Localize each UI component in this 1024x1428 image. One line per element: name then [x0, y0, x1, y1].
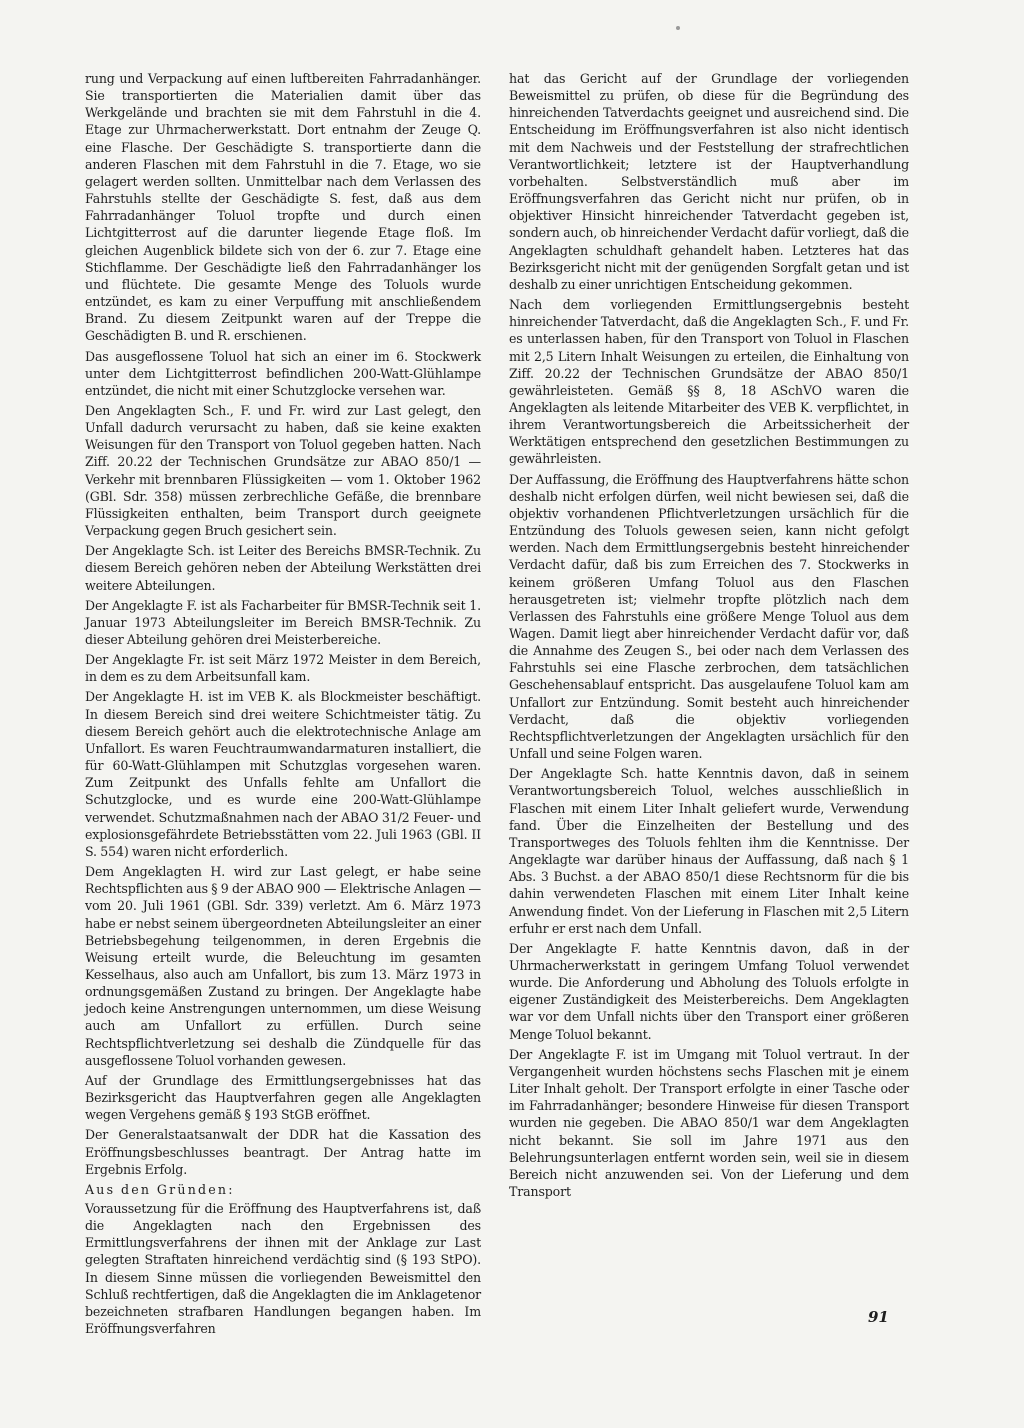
paragraph: Den Angeklagten Sch., F. und Fr. wird zur Last gelegt, den Unfall dadurch verursacht zu haben, daß sie keine exakten Weisungen für den Transport von Toluol gegeben hatten. Nach Ziff. 20.22 der Technischen Grundsätze zur ABAO 850/1 — Verkehr mit brennbaren Flüssigkeiten — vom 1. Oktober 1962 (GBl. Sdr. 358) müssen zerbrechliche Gefäße, die brennbare Flüssigkeiten enthalten, beim Transport durch geeignete Verpackung gegen Bruch gesichert sein. — [85, 402, 481, 539]
section-heading: Aus den Gründen: — [85, 1181, 235, 1197]
paragraph: Der Angeklagte Sch. hatte Kenntnis davon, daß in seinem Verantwortungsbereich Toluol, welches ausschließlich in Flaschen mit einem Liter Inhalt geliefert wurde, Verwendung fand. Über die Einzelheiten der Bestellung und des Transportweges des Toluols fehlten ihm die Kenntnisse. Der Angeklagte war darüber hinaus der Auffassung, daß nach § 1 Abs. 3 Buchst. a der ABAO 850/1 diese Rechtsnorm für die bis dahin verwendeten Flaschen mit einem Liter Inhalt keine Anwendung findet. Von der Lieferung in Flaschen mit 2,5 Litern erfuhr er erst nach dem Unfall. — [509, 766, 909, 936]
paragraph: rung und Verpackung auf einen luftbereiten Fahrradanhänger. Sie transportierten die Materialien damit über das Werkgelände und brachten sie mit dem Fahrstuhl in die 4. Etage zur Uhrmacherwerkstatt. Dort entnahm der Zeuge Q. eine Flasche. Der Geschädigte S. transportierte dann die anderen Flaschen mit dem Fahrstuhl in die 7. Etage, wo sie gelagert werden sollten. Unmittelbar nach dem Verlassen des Fahrstuhls stellte der Geschädigte S. fest, daß aus dem Fahrradanhänger Toluol tropfte und durch einen Lichtgitterrost auf die darunter liegende Etage floß. Im gleichen Augenblick bildete sich von der 6. zur 7. Etage eine Stichflamme. Der Geschädigte ließ den Fahrradanhänger los und flüchtete. Die gesamte Menge des Toluols wurde entzündet, es kam zu einer Verpuffung mit anschließendem Brand. Zu diesem Zeitpunkt waren auf der Treppe die Geschädigten B. und R. erschienen. — [85, 71, 481, 344]
paragraph: Der Angeklagte H. ist im VEB K. als Blockmeister beschäftigt. In diesem Bereich sind drei weitere Schichtmeister tätig. Zu diesem Bereich gehört auch die elektrotechnische Anlage am Unfallort. Es waren Feuchtraumwandarmaturen installiert, die für 60-Watt-Glühlampen mit Schutzglas vorgesehen waren. Zum Zeitpunkt des Unfalls fehlte am Unfallort die Schutzglocke, und es wurde eine 200-Watt-Glühlampe verwendet. Schutzmaßnahmen nach der ABAO 31/2 Feuer- und explosionsgefährdete Betriebsstätten vom 22. Juli 1963 (GBl. II S. 554) waren nicht erforderlich. — [85, 689, 481, 859]
right-column — [509, 70, 909, 1203]
paragraph: Der Angeklagte Sch. ist Leiter des Bereichs BMSR-Technik. Zu diesem Bereich gehören neben der Abteilung Werkstätten drei weitere Abteilungen. — [85, 543, 481, 593]
paragraph: Nach dem vorliegenden Ermittlungsergebnis besteht hinreichender Tatverdacht, daß die Angeklagten Sch., F. und Fr. es unterlassen haben, für den Transport von Toluol in Flaschen mit 2,5 Litern Inhalt Weisungen zu erteilen, die Einhaltung von Ziff. 20.22 der Technischen Grundsätze der ABAO 850/1 gewährleisteten. Gemäß §§ 8, 18 ASchVO waren die Angeklagten als leitende Mitarbeiter des VEB K. verpflichtet, in ihrem Verantwortungsbereich die Arbeitssicherheit der Werktätigen entsprechend den gesetzlichen Bestimmungen zu gewährleisten. — [509, 297, 909, 467]
paragraph: Der Auffassung, die Eröffnung des Hauptverfahrens hätte schon deshalb nicht erfolgen dürfen, weil nicht bewiesen sei, daß die objektiv vorhandenen Pflichtverletzungen ursächlich für die Entzündung des Toluols gewesen seien, kann nicht gefolgt werden. Nach dem Ermittlungsergebnis besteht hinreichender Verdacht dafür, daß bis zum Erreichen des 7. Stockwerks in keinem größeren Umfang Toluol aus den Flaschen herausgetreten ist; vielmehr tropfte plötzlich nach dem Verlassen des Fahrstuhls eine größere Menge Toluol aus dem Wagen. Damit liegt aber hinreichender Verdacht dafür vor, daß die Annahme des Zeugen S., bei oder nach dem Verlassen des Fahrstuhls sei eine Flasche zerbrochen, dem tatsächlichen Geschehensablauf entspricht. Das ausgelaufene Toluol kam am Unfallort zur Entzündung. Somit besteht auch hinreichender Verdacht, daß die objektiv vorliegenden Rechtspflichtverletzungen der Angeklagten ursächlich für den Unfall und seine Folgen waren. — [509, 471, 909, 762]
paragraph: Das ausgeflossene Toluol hat sich an einer im 6. Stockwerk unter dem Lichtgitterrost befindlichen 200-Watt-Glühlampe entzündet, die nicht mit einer Schutzglocke versehen war. — [85, 348, 481, 398]
paragraph: Der Angeklagte F. hatte Kenntnis davon, daß in der Uhrmacherwerkstatt in geringem Umfang Toluol verwendet wurde. Die Anforderung und Abholung des Toluols erfolgte in eigener Zuständigkeit des Meisterbereichs. Dem Angeklagten war vor dem Unfall nichts über den Transport einer größeren Menge Toluol bekannt. — [509, 940, 909, 1042]
paragraph: Der Angeklagte Fr. ist seit März 1972 Meister in dem Bereich, in dem es zu dem Arbeitsunfall kam. — [85, 652, 481, 685]
scan-speck — [676, 26, 680, 30]
left-column — [85, 70, 481, 1340]
paragraph: Voraussetzung für die Eröffnung des Hauptverfahrens ist, daß die Angeklagten nach den Ergebnissen des Ermittlungsverfahrens der ihnen mit der Anklage zur Last gelegten Straftaten hinreichend verdächtig sind (§ 193 StPO). In diesem Sinne müssen die vorliegenden Beweismittel den Schluß rechtfertigen, daß die Angeklagten die im Anklagetenor bezeichneten strafbaren Handlungen begangen haben. Im Eröffnungsverfahren — [85, 1201, 481, 1337]
paragraph: Dem Angeklagten H. wird zur Last gelegt, er habe seine Rechtspflichten aus § 9 der ABAO 900 — Elektrische Anlagen — vom 20. Juli 1961 (GBl. Sdr. 339) verletzt. Am 6. März 1973 habe er nebst seinem übergeordneten Abteilungsleiter an einer Betriebsbegehung teilgenommen, in deren Ergebnis die Weisung erteilt wurde, die Beleuchtung im gesamten Kesselhaus, also auch am Unfallort, bis zum 13. März 1973 in ordnungsgemäßen Zustand zu bringen. Der Angeklagte habe jedoch keine Anstrengungen unternommen, um diese Weisung auch am Unfallort zu erfüllen. Durch seine Rechtspflichtverletzung sei deshalb die Zündquelle für das ausgeflossene Toluol vorhanden gewesen. — [85, 864, 482, 1068]
paragraph: Auf der Grundlage des Ermittlungsergebnisses hat das Bezirksgericht das Hauptverfahren gegen alle Angeklagten wegen Vergehens gemäß § 193 StGB eröffnet. — [85, 1072, 481, 1123]
paragraph: hat das Gericht auf der Grundlage der vorliegenden Beweismittel zu prüfen, ob diese für die Begründung des hinreichenden Tatverdachts geeignet und ausreichend sind. Die Entscheidung im Eröffnungsverfahren ist also nicht identisch mit dem Nachweis und der Feststellung der strafrechtlichen Verantwortlichkeit; letztere ist der Hauptverhandlung vorbehalten. Selbstverständlich muß aber im Eröffnungsverfahren das Gericht nicht nur prüfen, ob in objektiver Hinsicht hinreichender Tatverdacht gegeben ist, sondern auch, ob hinreichender Verdacht dafür vorliegt, daß die Angeklagten schuldhaft gehandelt haben. Letzteres hat das Bezirksgericht nicht mit der genügenden Sorgfalt getan und ist deshalb zu einer unrichtigen Entscheidung gekommen. — [509, 71, 909, 292]
paragraph: Der Angeklagte F. ist als Facharbeiter für BMSR-Technik seit 1. Januar 1973 Abteilungsleiter im Bereich BMSR-Technik. Zu dieser Abteilung gehören drei Meisterbereiche. — [85, 597, 481, 647]
page-number: 91 — [868, 1308, 889, 1326]
paragraph: Der Generalstaatsanwalt der DDR hat die Kassation des Eröffnungsbeschlusses beantragt. Der Antrag hatte im Ergebnis Erfolg. — [85, 1127, 481, 1177]
paragraph: Der Angeklagte F. ist im Umgang mit Toluol vertraut. In der Vergangenheit wurden höchstens sechs Flaschen mit je einem Liter Inhalt geholt. Der Transport erfolgte in einer Tasche oder im Fahrradanhänger; besondere Hinweise für diesen Transport wurden nie gegeben. Die ABAO 850/1 war dem Angeklagten nicht bekannt. Sie soll im Jahre 1971 aus den Belehrungsunterlagen entfernt worden sein, weil sie in diesem Bereich nicht anzuwenden sei. Von der Lieferung und dem Transport — [509, 1046, 909, 1199]
